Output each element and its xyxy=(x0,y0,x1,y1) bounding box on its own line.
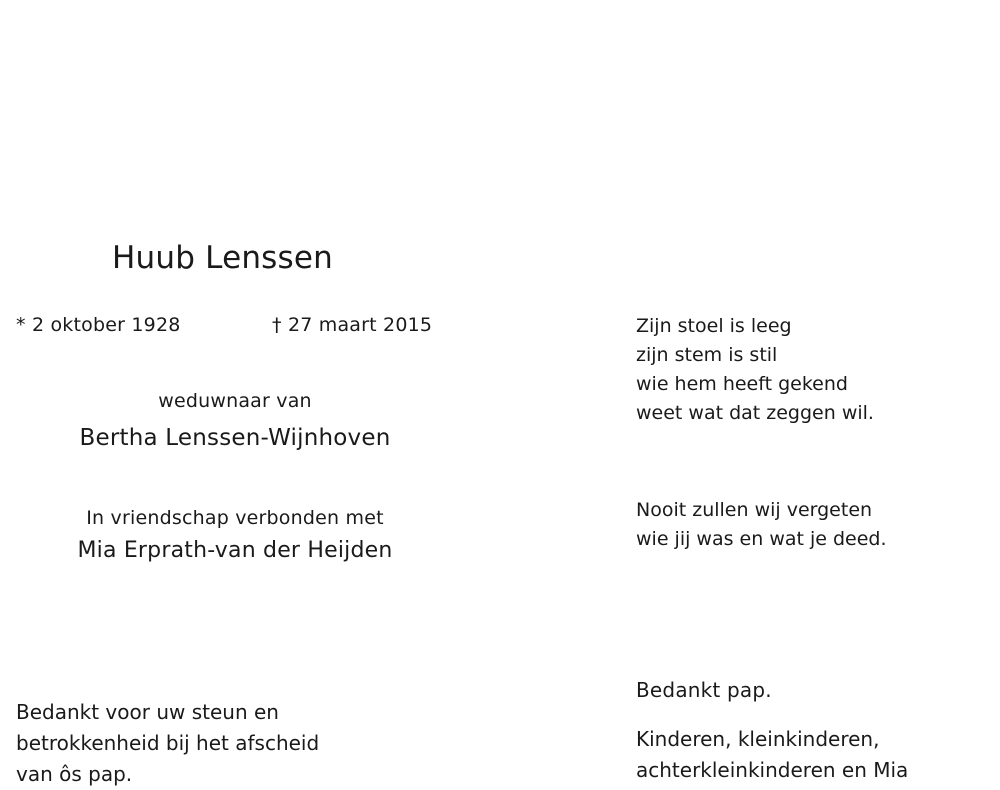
thanks-line: Bedankt voor uw steun en xyxy=(16,700,279,724)
poem-line: wie hem heeft gekend xyxy=(636,373,848,395)
thanks-line: betrokkenheid bij het afscheid xyxy=(16,731,320,755)
friendship-label: In vriendschap verbonden met xyxy=(86,507,384,529)
poem-line: wie jij was en wat je deed. xyxy=(636,528,887,550)
family-line: achterkleinkinderen en Mia xyxy=(636,758,909,782)
thanks-line: van ôs pap. xyxy=(16,762,133,786)
birth-date: * 2 oktober 1928 xyxy=(16,314,181,336)
family-line: Kinderen, kleinkinderen, xyxy=(636,727,880,751)
thanks-message xyxy=(16,697,319,790)
friend-name: Mia Erprath-van der Heijden xyxy=(77,538,393,563)
spouse-name: Bertha Lenssen-Wijnhoven xyxy=(79,425,391,451)
deceased-name: Huub Lenssen xyxy=(112,240,334,276)
widower-label: weduwnaar van xyxy=(158,390,312,412)
poem-line: zijn stem is stil xyxy=(636,344,778,366)
death-date: † 27 maart 2015 xyxy=(272,314,433,336)
poem-stanza-2 xyxy=(636,496,887,554)
poem-line: weet wat dat zeggen wil. xyxy=(636,402,874,424)
family-signature xyxy=(636,724,908,786)
poem-stanza-1 xyxy=(636,312,874,428)
poem-line: Zijn stoel is leeg xyxy=(636,315,792,337)
thanks-dad: Bedankt pap. xyxy=(636,678,772,702)
poem-line: Nooit zullen wij vergeten xyxy=(636,499,873,521)
